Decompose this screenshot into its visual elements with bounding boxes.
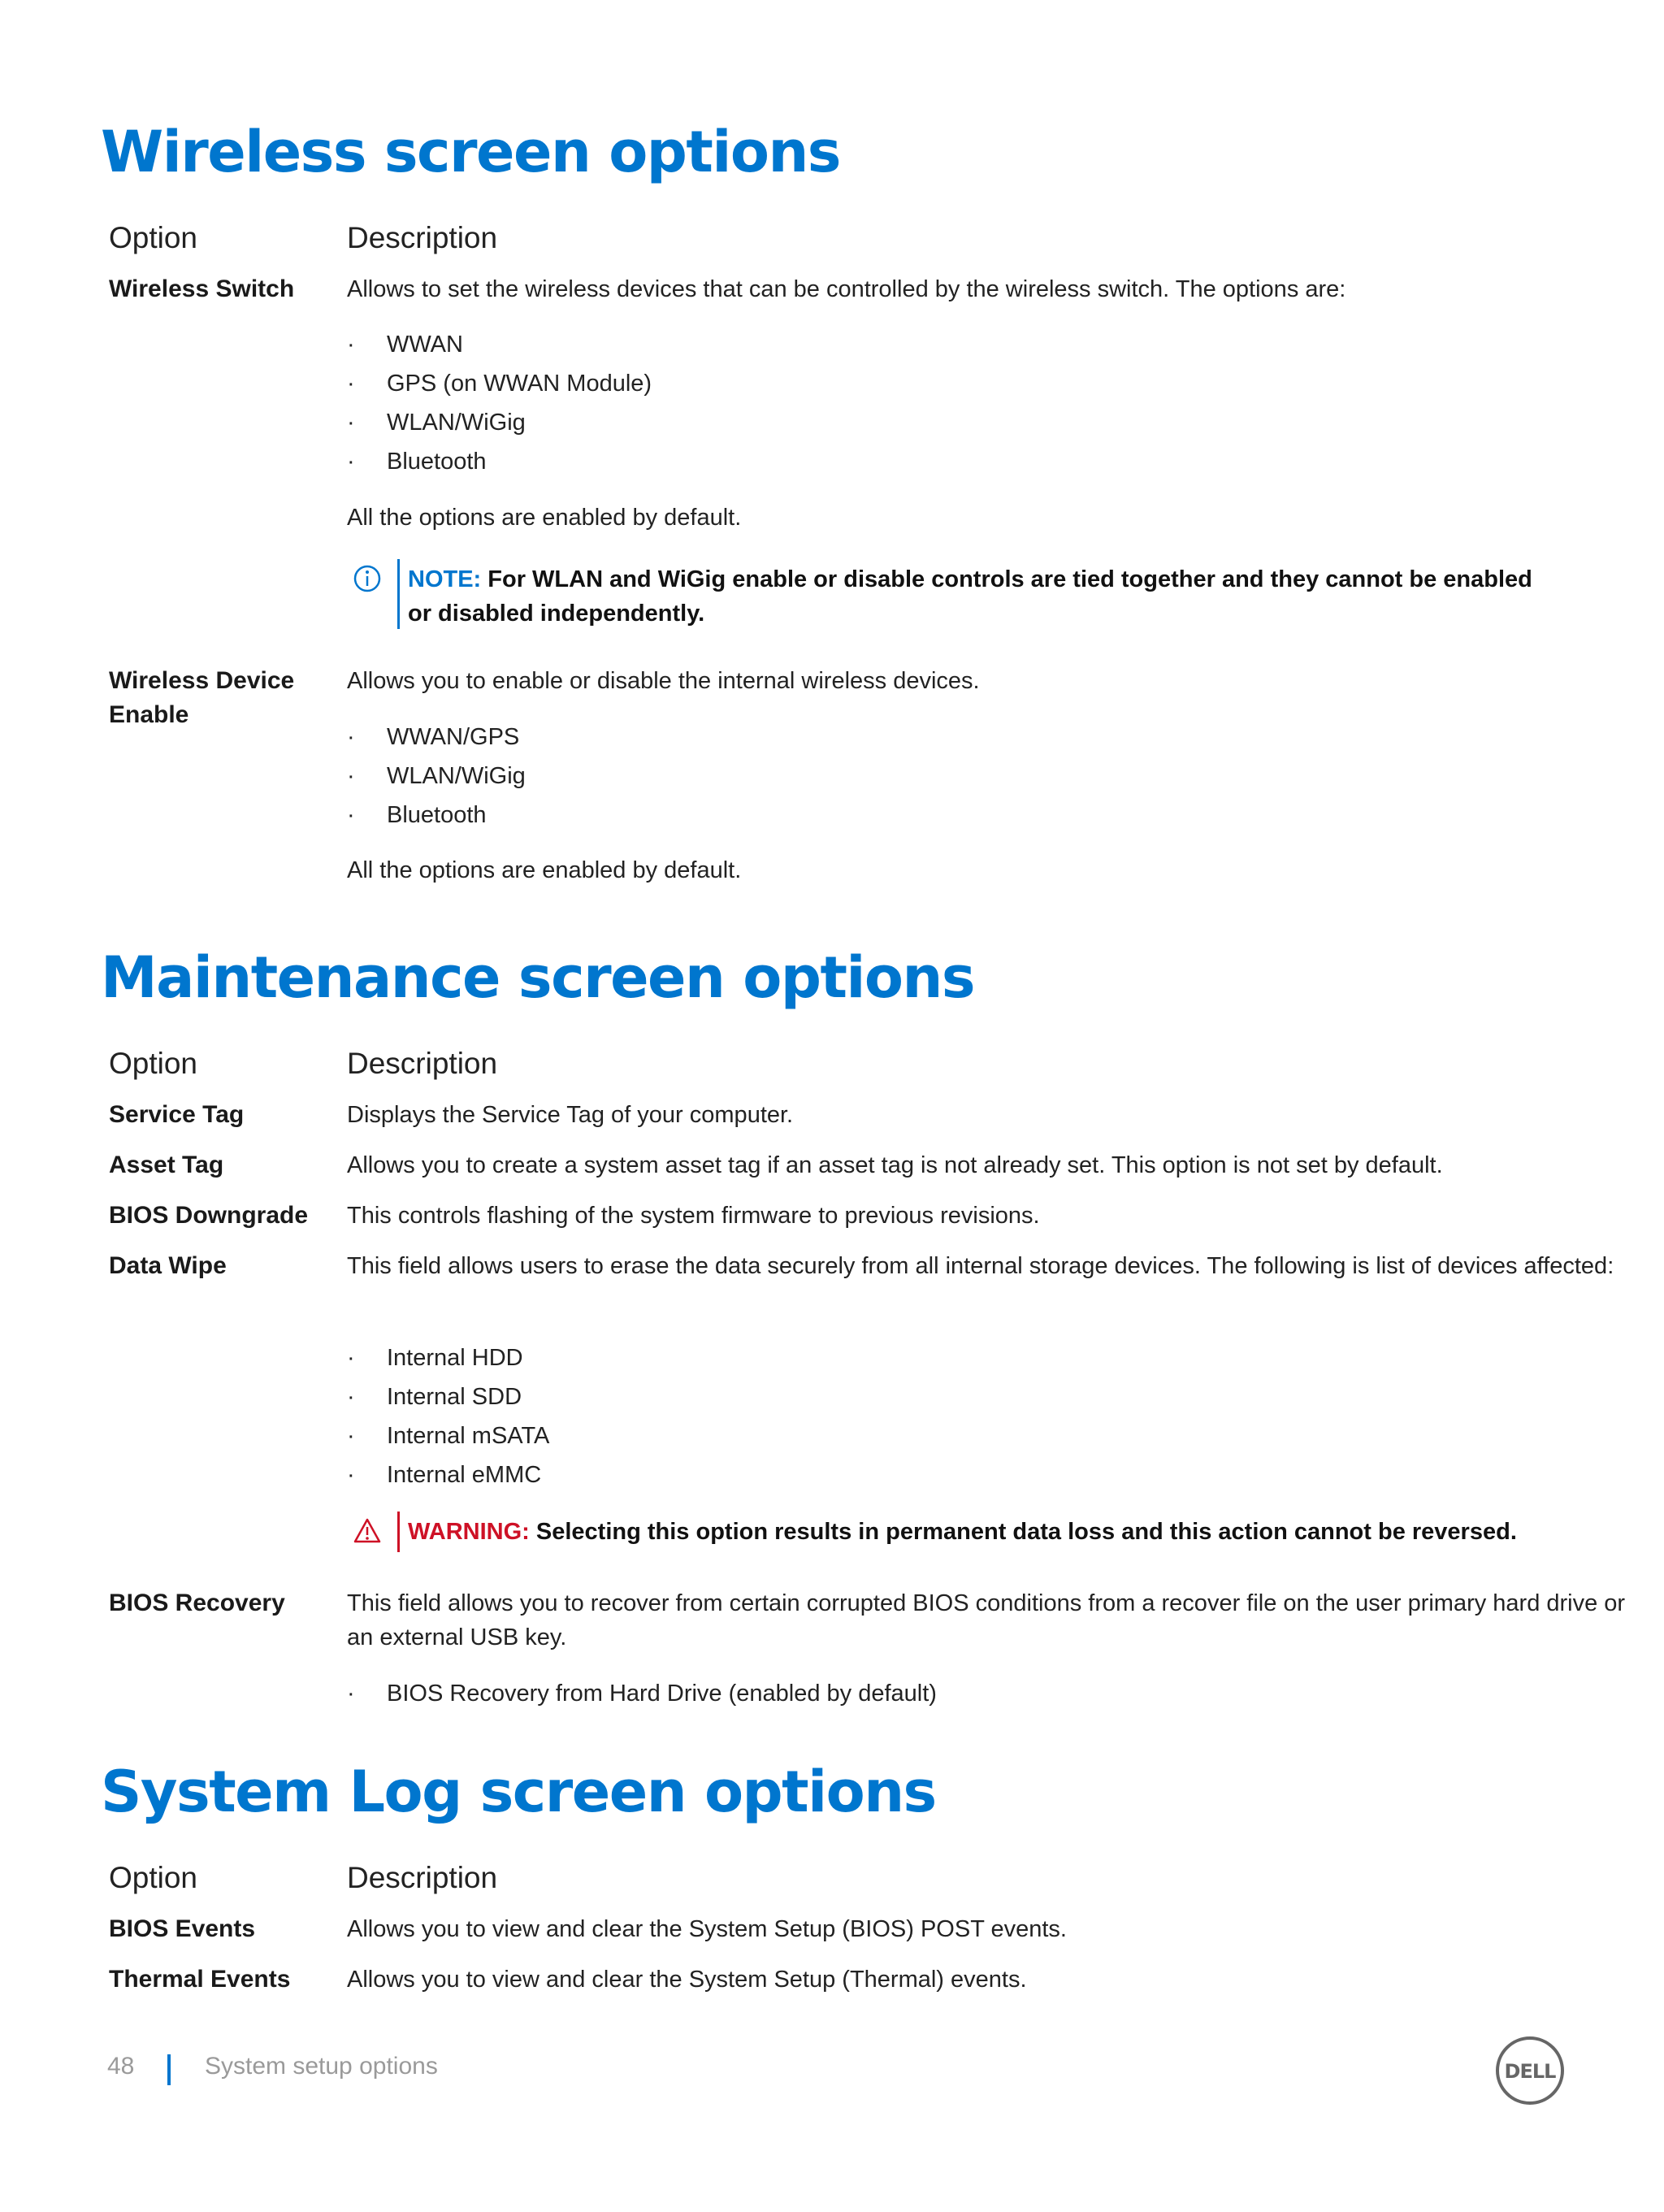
- option-description: This field allows you to recover from certain corrupted BIOS conditions from a recover file on the user primary hard drive or an external USB key.: [347, 1590, 1626, 1650]
- option-name: BIOS Recovery: [109, 1590, 285, 1616]
- column-header-option: Option: [109, 1861, 198, 1894]
- option-description: Allows to set the wireless devices that can be controlled by the wireless switch. The options are:: [347, 276, 1346, 302]
- bullet-text: Internal SDD: [387, 1384, 522, 1410]
- option-description: This field allows users to erase the data securely from all internal storage devices. The following is list of devices affected:: [347, 1253, 1614, 1279]
- warning-text: Selecting this option results in permanent data loss and this action cannot be reversed.: [535, 1519, 1517, 1545]
- option-description: Allows you to enable or disable the internal wireless devices.: [347, 668, 980, 694]
- option-description: Allows you to create a system asset tag if an asset tag is not already set. This option is not set by default.: [347, 1152, 1443, 1178]
- column-header-option: Option: [109, 221, 198, 254]
- bullet-text: WWAN: [387, 332, 463, 358]
- warning-label: WARNING:: [408, 1519, 530, 1545]
- document-page: Wireless screen options Option Description Wireless Switch Allows to set the wireless devices that can be controlled by the wireless switch. The options are: · WWAN · GPS (on WWAN Module) · WLAN/WiGig · Bluetooth All the options are enabled by default. NOTE: For WLAN and WiGig enable or disable controls are tied together and they cannot be enabled or disabled independently. Wireless Device Enable Allows you to enable or disable the internal wireless devices. · WWAN/GPS · WLAN/WiGig · Bluetooth All the options are enabled by default. Maintenance screen options Option Description Service Tag Displays the Service Tag of your computer. Asset Tag Allows you to create a system asset tag if an asset tag is not already set. This option is not set by default. BIOS Downgrade This controls flashing of the system firmware to previous revisions. Data Wipe This field allows users to erase the data securely from all internal storage devices. The following is list of devices affected: · Internal HDD · Internal SDD · Internal mSATA · Internal eMMC WARNING: Selecting this option results in permanent data loss and this action cannot be reversed. BIOS Recovery This field allows you to recover from certain corrupted BIOS conditions from a recover file on the user primary hard drive or an external USB key. · BIOS Recovery from Hard Drive (enabled by default) System Log screen options Option Description BIOS Events Allows you to view and clear the System Setup (BIOS) POST events. Thermal Events Allows you to view and clear the System Setup (Thermal) events. 48 System setup options DELL: [0, 0, 1664, 2212]
- option-description: Allows you to view and clear the System Setup (BIOS) POST events.: [347, 1916, 1067, 1942]
- info-icon: [353, 564, 382, 593]
- column-header-description: Description: [347, 1861, 498, 1894]
- bullet-text: WLAN/WiGig: [387, 410, 526, 436]
- note-text: For WLAN and WiGig enable or disable controls are tied together and they cannot be enabled or disabled independently.: [408, 566, 1532, 627]
- footer-divider: [167, 2054, 171, 2085]
- bullet-text: BIOS Recovery from Hard Drive (enabled by default): [387, 1681, 937, 1707]
- svg-text:DELL: DELL: [1504, 2060, 1556, 2083]
- option-description: Allows you to view and clear the System Setup (Thermal) events.: [347, 1967, 1027, 1993]
- warning-bar: [397, 1512, 400, 1552]
- option-description: Displays the Service Tag of your computer.: [347, 1102, 794, 1128]
- option-name: Wireless Switch: [109, 275, 295, 302]
- option-name: Service Tag: [109, 1101, 245, 1128]
- option-name: Data Wipe: [109, 1252, 227, 1279]
- note-label: NOTE:: [408, 566, 482, 592]
- section-title-maintenance: Maintenance screen options: [101, 944, 974, 1011]
- option-name: BIOS Downgrade: [109, 1202, 309, 1229]
- bullet-text: Internal eMMC: [387, 1462, 542, 1488]
- option-description: This controls flashing of the system firmware to previous revisions.: [347, 1203, 1040, 1229]
- warning-icon: [353, 1516, 382, 1546]
- option-name: Wireless Device Enable: [109, 667, 295, 728]
- section-title-system-log: System Log screen options: [101, 1759, 936, 1825]
- bullet-text: WLAN/WiGig: [387, 763, 526, 789]
- option-name: Asset Tag: [109, 1152, 224, 1178]
- bullet-text: Internal HDD: [387, 1345, 523, 1371]
- option-name: Thermal Events: [109, 1966, 291, 1993]
- column-header-option: Option: [109, 1047, 198, 1080]
- footer-section-title: System setup options: [205, 2053, 438, 2080]
- section-title-wireless: Wireless screen options: [101, 119, 840, 185]
- page-number: 48: [107, 2053, 135, 2080]
- note-bar: [397, 559, 400, 629]
- column-header-description: Description: [347, 1047, 498, 1080]
- bullet-text: WWAN/GPS: [387, 724, 520, 750]
- bullet-text: Bluetooth: [387, 449, 487, 475]
- bullet-text: Bluetooth: [387, 802, 487, 828]
- bullet-text: GPS (on WWAN Module): [387, 371, 652, 397]
- bullet-text: Internal mSATA: [387, 1423, 550, 1449]
- dell-logo: [1495, 2036, 1565, 2106]
- option-name: BIOS Events: [109, 1915, 256, 1942]
- column-header-description: Description: [347, 221, 498, 254]
